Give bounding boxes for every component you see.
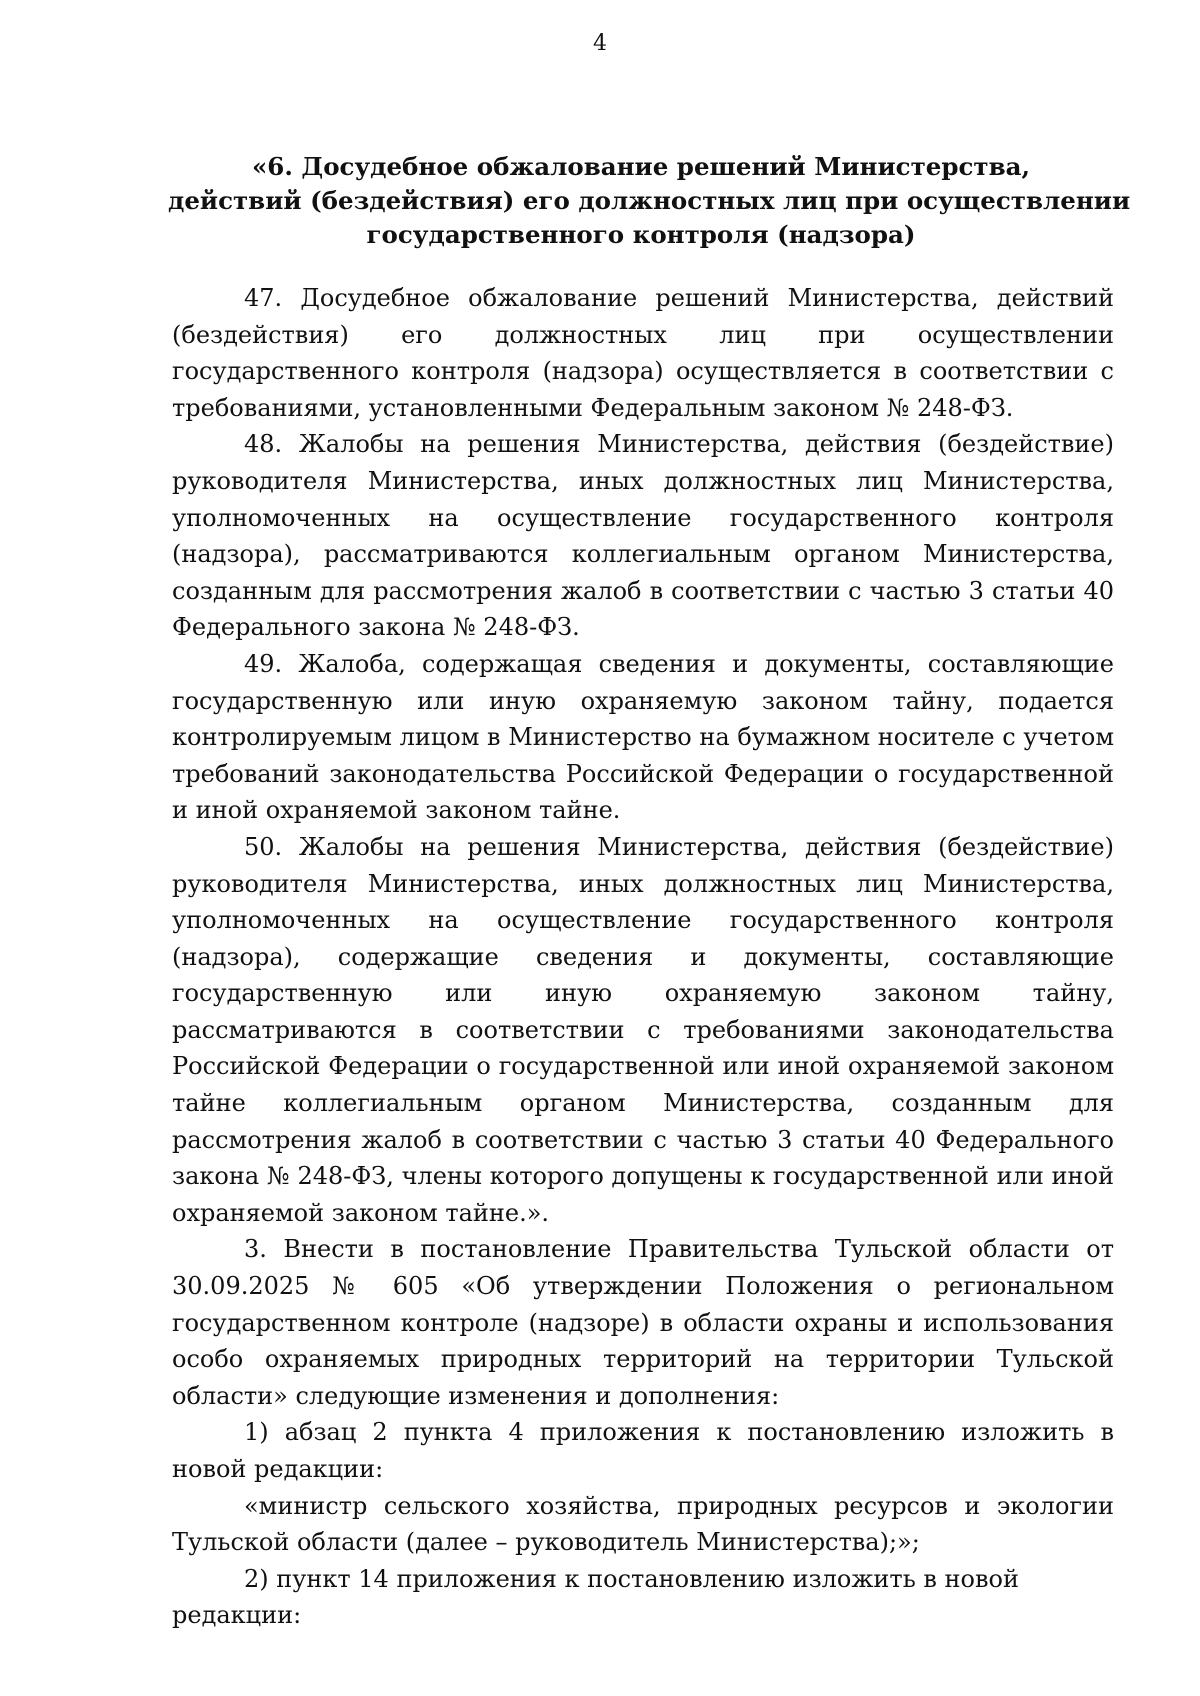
section-heading-line-1: «6. Досудебное обжалование решений Министерства, [251, 152, 1030, 181]
page-number: 4 [593, 31, 607, 56]
list-item-1: 1) абзац 2 пункта 4 приложения к постановлению изложить в новой редакции: [172, 1418, 1114, 1483]
section-heading-line-3: государственного контроля (надзора) [366, 220, 916, 249]
document-body [172, 280, 1114, 1634]
paragraph-50: 50. Жалобы на решения Министерства, действия (бездействие) руководителя Министерства, иных должностных лиц Министерства, уполномоченных на осуществление государственного контроля (надзора), содержащие сведения и документы, составляющие государственную или иную охраняемую законом тайну, рассматриваются в соответствии с требованиями законодательства Российской Федерации о государственной или иной охраняемой законом тайне коллегиальным органом Министерства, созданным для рассмотрения жалоб в соответствии с частью 3 статьи 40 Федерального закона № 248-ФЗ, члены которого допущены к государственной или иной охраняемой законом тайне.». [172, 832, 1114, 1227]
paragraph-48: 48. Жалобы на решения Министерства, действия (бездействие) руководителя Министерства, иных должностных лиц Министерства, уполномоченных на осуществление государственного контроля (надзора), рассматриваются коллегиальным органом Министерства, созданным для рассмотрения жалоб в соответствии с частью 3 статьи 40 Федерального закона № 248-ФЗ. [172, 430, 1114, 642]
list-item-2: 2) пункт 14 приложения к постановлению изложить в новой редакции: [172, 1564, 1019, 1630]
quoted-amendment-text: «министр сельского хозяйства, природных ресурсов и экологии Тульской области (далее – руководитель Министерства);»; [172, 1491, 1114, 1557]
paragraph-3: 3. Внести в постановление Правительства Тульской области от 30.09.2025 № 605 «Об утверждении Положения о региональном государственном контроле (надзоре) в области охраны и использования особо охраняемых природных территорий на территории Тульской области» следующие изменения и дополнения: [172, 1235, 1114, 1410]
section-heading [168, 150, 1131, 252]
paragraph-47: 47. Досудебное обжалование решений Министерства, действий (бездействия) его должностных лиц при осуществлении государственного контроля (надзора) осуществляется в соответствии с требованиями, установленными Федеральным законом № 248-ФЗ. [172, 284, 1114, 422]
paragraph-49: 49. Жалоба, содержащая сведения и документы, составляющие государственную или иную охраняемую законом тайну, подается контролируемым лицом в Министерство на бумажном носителе с учетом требований законодательства Российской Федерации о государственной и иной охраняемой законом тайне. [172, 649, 1114, 825]
section-heading-line-2: действий (бездействия) его должностных лиц при осуществлении [168, 186, 1131, 215]
